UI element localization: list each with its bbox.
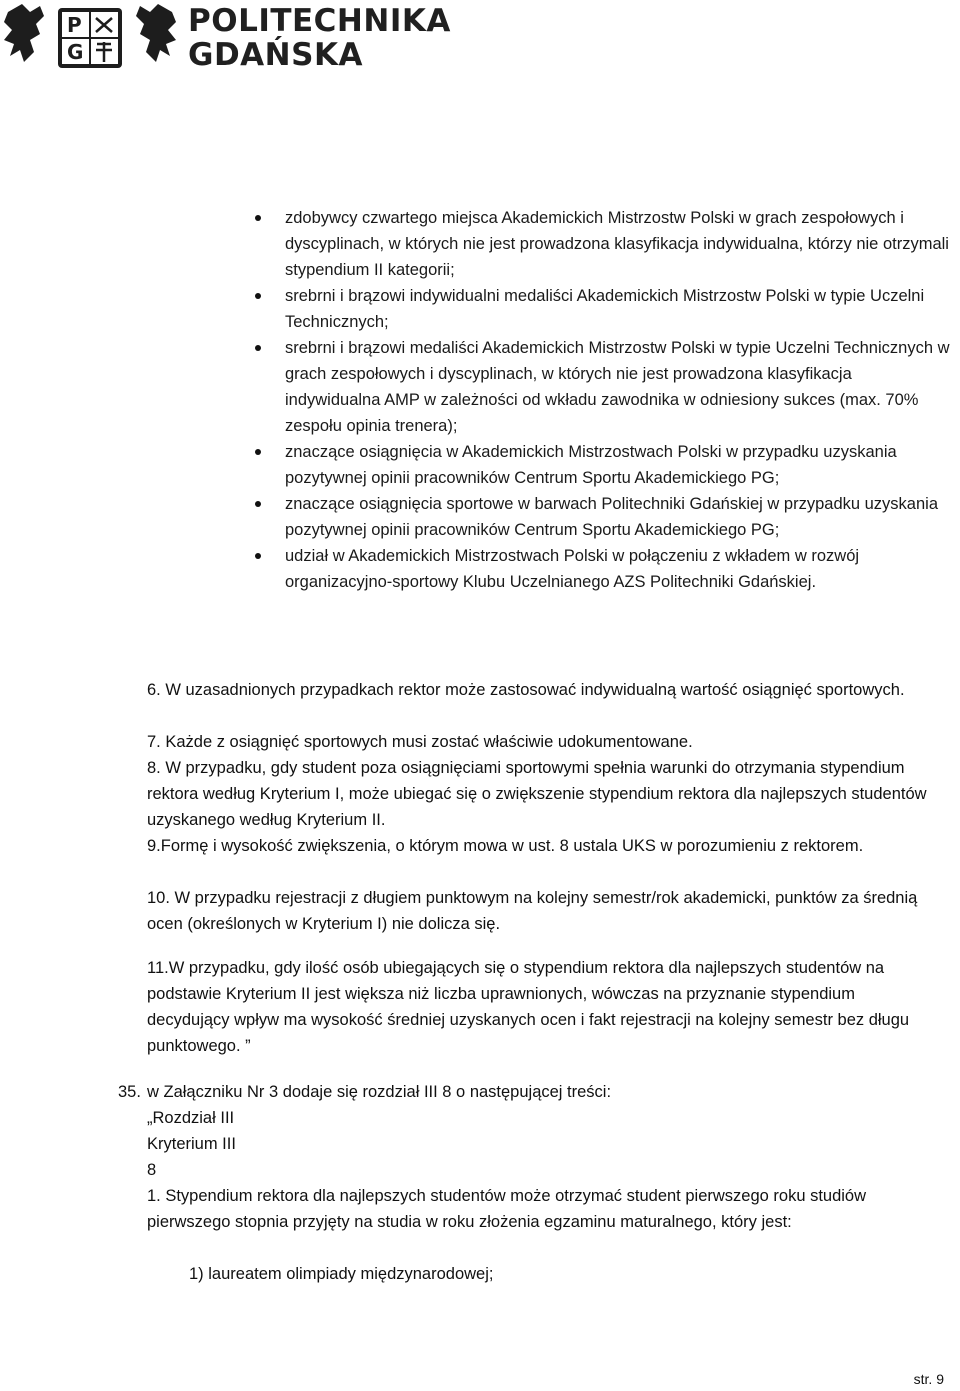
- seal-letter-g: G: [67, 40, 84, 64]
- point-1: 1. Stypendium rektora dla najlepszych studentów może otrzymać student pierwszego roku studiów pierwszego stopnia przyjęty na studia w roku złożenia egzaminu maturalnego, który jest:: [147, 1187, 867, 1231]
- paragraph-sign: 8: [147, 1161, 157, 1179]
- bullet-item: srebrni i brązowi indywidualni medaliści Akademickich Mistrzostw Polski w typie Uczelni Technicznych;: [285, 283, 950, 335]
- bullet-item: znaczące osiągnięcia w Akademickich Mistrzostwach Polski w przypadku uzyskania pozytywnej opinii pracowników Centrum Sportu Akademickiego PG;: [285, 439, 950, 491]
- section-35-intro: w Załączniku Nr 3 dodaje się rozdział III 8 o następującej treści:: [147, 1083, 612, 1101]
- bullet-item: zdobywcy czwartego miejsca Akademickich Mistrzostw Polski w grach zespołowych i dyscyplinach, w których nie jest prowadzona klasyfikacja indywidualna, którzy nie otrzymali stypendium II kategorii;: [285, 205, 950, 283]
- logo-wordmark: [188, 4, 451, 72]
- section-35-number: 35.: [118, 1083, 141, 1101]
- paragraph-7: 7. Każde z osiągnięć sportowych musi zostać właściwie udokumentowane.: [147, 733, 693, 751]
- criterion-heading: Kryterium III: [147, 1135, 236, 1153]
- paragraph-11: 11.W przypadku, gdy ilość osób ubiegających się o stypendium rektora dla najlepszych studentów na podstawie Kryterium II jest większa niż liczba uprawnionych, wówczas na przyznanie stypendium decydujący wpływ ma wysokość średniej uzyskanych ocen i fakt rejestracji na kolejny semestr bez długu punktowego. ”: [147, 959, 910, 1055]
- bullet-item: udział w Akademickich Mistrzostwach Polski w połączeniu z wkładem w rozwój organizacyjno-sportowy Klubu Uczelnianego AZS Politechniki Gdańskiej.: [285, 543, 950, 595]
- bullet-item: znaczące osiągnięcia sportowe w barwach Politechniki Gdańskiej w przypadku uzyskania pozytywnej opinii pracowników Centrum Sportu Akademickiego PG;: [285, 491, 950, 543]
- page-number: str. 9: [913, 1371, 944, 1387]
- criteria-bullet-list: [285, 205, 950, 595]
- chapter-heading: „Rozdział III: [147, 1109, 235, 1127]
- subpoint-1: 1) laureatem olimpiady międzynarodowej;: [189, 1265, 494, 1283]
- griffin-emblem-icon: [0, 0, 180, 72]
- logo-line-1: POLITECHNIKA: [188, 3, 451, 39]
- paragraph-6: 6. W uzasadnionych przypadkach rektor może zastosować indywidualną wartość osiągnięć sportowych.: [147, 681, 905, 699]
- paragraph-8: 8. W przypadku, gdy student poza osiągnięciami sportowymi spełnia warunki do otrzymania stypendium rektora według Kryterium I, może ubiegać się o zwiększenie stypendium rektora dla najlepszych studentów uzyskanego według Kryterium II.: [147, 759, 927, 829]
- paragraph-9: 9.Formę i wysokość zwiększenia, o którym mowa w ust. 8 ustala UKS w porozumieniu z rektorem.: [147, 837, 864, 855]
- logo-line-2: GDAŃSKA: [188, 37, 363, 73]
- seal-letter-p: P: [67, 13, 82, 37]
- bullet-item: srebrni i brązowi medaliści Akademickich Mistrzostw Polski w typie Uczelni Technicznych w grach zespołowych i dyscyplinach, w których nie jest prowadzona klasyfikacja indywidualna AMP w zależności od wkładu zawodnika w odniesiony sukces (max. 70% zespołu opinia trenera);: [285, 335, 950, 439]
- university-logo: [0, 0, 451, 73]
- paragraph-10: 10. W przypadku rejestracji z długiem punktowym na kolejny semestr/rok akademicki, punktów za średnią ocen (określonych w Kryterium I) nie dolicza się.: [147, 889, 918, 933]
